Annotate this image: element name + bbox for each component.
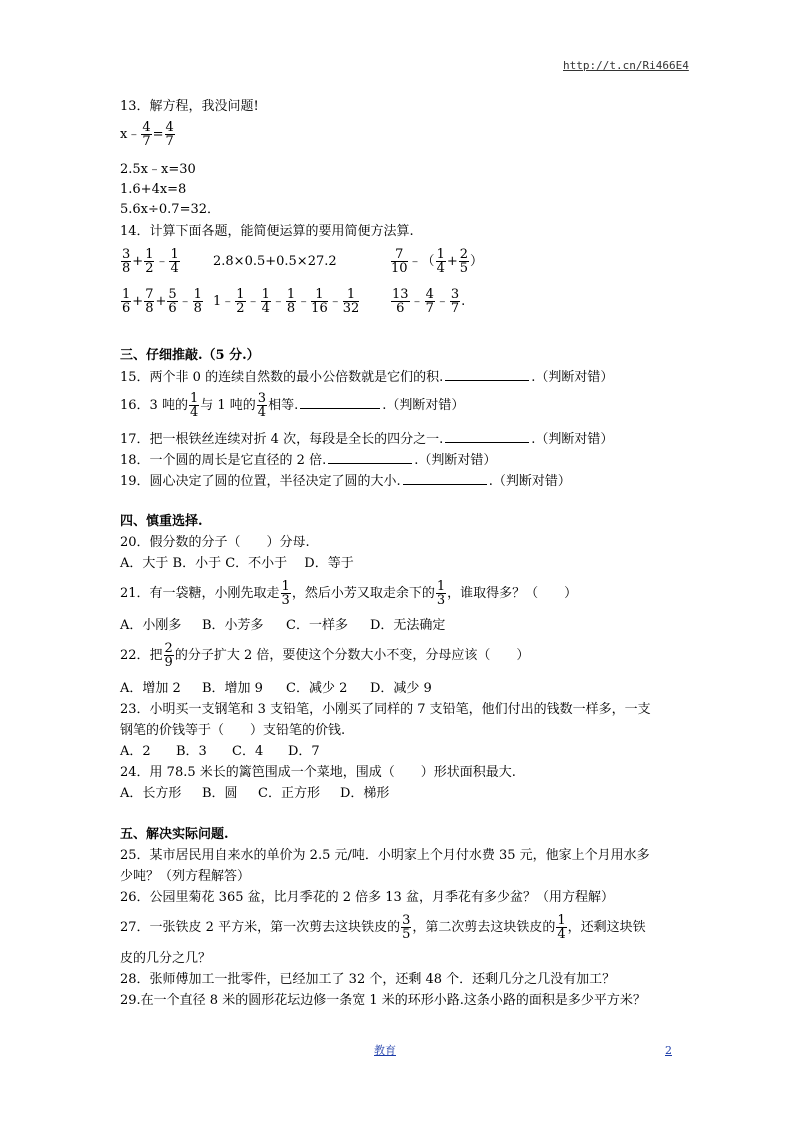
- option-b[interactable]: B．3: [176, 744, 207, 759]
- section-5-heading: 五、解决实际问题.: [120, 827, 229, 842]
- q14-expression-4: $\frac{1}{6}$ + $\frac{7}{8}$ + $\frac{5}{6}$ ﹣ $\frac{1}{8}$: [122, 287, 202, 316]
- option-c[interactable]: C．减少 2: [286, 681, 348, 696]
- header-url-link[interactable]: http://t.cn/Ri466E4: [563, 59, 689, 72]
- q22-options: [120, 681, 432, 697]
- q25-line-2: 少吨？（列方程解答）: [120, 869, 251, 884]
- q14-expression-1: $\frac{3}{8}$ + $\frac{1}{2}$ ﹣ $\frac{1}{4}$: [122, 247, 179, 276]
- q27-line-2: 皮的几分之几？: [120, 951, 212, 966]
- q15: 15．两个非 0 的连续自然数的最小公倍数就是它们的积. .（判断对错）: [120, 370, 614, 385]
- q13-equation-1: x﹣ $\frac{4}{7}$ = $\frac{4}{7}$: [120, 120, 174, 149]
- q14-expression-3: $\frac{7}{10}$ ﹣（ $\frac{1}{4}$ + $\frac{2}{5}$ ）: [391, 247, 484, 276]
- q27-line-1: 27．一张铁皮 2 平方米，第一次剪去这块铁皮的 $\frac{3}{5}$ ，第二次剪去这块铁皮的 $\frac{1}{4}$ ，还剩这块铁: [120, 913, 646, 942]
- option-b[interactable]: B．增加 9: [202, 681, 263, 696]
- answer-blank[interactable]: [445, 431, 529, 443]
- q21: 21．有一袋糖，小刚先取走 $\frac{1}{3}$ ，然后小芳又取走余下的 $\frac{1}{3}$ ，谁取得多？（ ）: [120, 579, 578, 608]
- q13-title: 13．解方程，我没问题!: [120, 99, 259, 114]
- option-a[interactable]: A．长方形: [120, 786, 182, 801]
- q22: 22．把 $\frac{2}{9}$ 的分子扩大 2 倍，要使这个分数大小不变，分母应该（ ）: [120, 641, 530, 670]
- answer-blank[interactable]: [300, 397, 380, 409]
- footer-link[interactable]: 教育: [374, 1044, 396, 1057]
- q13-eq1-pre: x﹣: [120, 127, 141, 142]
- answer-blank[interactable]: [445, 369, 529, 381]
- option-d[interactable]: D．减少 9: [370, 681, 432, 696]
- q25-line-1: 25．某市居民用自来水的单价为 2.5 元/吨．小明家上个月付水费 35 元，他家上个月用水多: [120, 848, 650, 863]
- option-c[interactable]: C．4: [232, 744, 264, 759]
- q24: 24．用 78.5 米长的篱笆围成一个菜地，围成（ ）形状面积最大.: [120, 765, 516, 780]
- q23-line-2: 钢笔的价钱等于（ ）支铅笔的价钱.: [120, 723, 346, 738]
- q16: 16．3 吨的 $\frac{1}{4}$ 与 1 吨的 $\frac{3}{4}$ 相等. .（判断对错）: [120, 391, 465, 420]
- q18: 18．一个圆的周长是它直径的 2 倍. .（判断对错）: [120, 453, 497, 468]
- q13-eq1-fraction-2: $\frac{4}{7}$: [165, 120, 174, 149]
- q13-equation-2: 2.5x﹣x=30: [120, 162, 196, 177]
- option-b[interactable]: B．小芳多: [202, 618, 264, 633]
- option-d[interactable]: D．梯形: [340, 786, 390, 801]
- q13-equation-3: 1.6+4x=8: [120, 182, 187, 197]
- q20: 20．假分数的分子（ ）分母.: [120, 535, 310, 550]
- option-c[interactable]: C．一样多: [286, 618, 348, 633]
- option-a[interactable]: A．小刚多: [120, 618, 182, 633]
- q23-line-1: 23．小明买一支钢笔和 3 支铅笔，小刚买了同样的 7 支铅笔，他们付出的钱数一样多，一支: [120, 702, 651, 717]
- q23-options: [120, 744, 320, 760]
- section-3-heading: 三、仔细推敲.（5 分.）: [120, 348, 260, 363]
- q26: 26．公园里菊花 365 盆，比月季花的 2 倍多 13 盆，月季花有多少盆？（用方程解）: [120, 890, 614, 905]
- q19: 19．圆心决定了圆的位置，半径决定了圆的大小. .（判断对错）: [120, 474, 571, 489]
- q14-expression-6: $\frac{13}{6}$ ﹣ $\frac{4}{7}$ ﹣ $\frac{3}{7}$ .: [392, 287, 466, 316]
- answer-blank[interactable]: [328, 452, 412, 464]
- q24-options: [120, 786, 389, 802]
- q17: 17．把一根铁丝连续对折 4 次，每段是全长的四分之一. .（判断对错）: [120, 432, 614, 447]
- q14-title: 14．计算下面各题，能简便运算的要用简便方法算.: [120, 224, 414, 239]
- answer-blank[interactable]: [403, 473, 487, 485]
- option-b[interactable]: B．圆: [202, 786, 238, 801]
- page-number: 2: [665, 1044, 672, 1057]
- option-d[interactable]: D．7: [288, 744, 320, 759]
- option-a[interactable]: A．增加 2: [120, 681, 181, 696]
- q21-options: [120, 618, 445, 634]
- q14-expression-5: 1﹣ $\frac{1}{2}$ ﹣ $\frac{1}{4}$ ﹣ $\frac{1}{8}$ ﹣ $\frac{1}{16}$ ﹣ $\frac{1}{32}$: [213, 287, 360, 316]
- q28: 28．张师傅加工一批零件，已经加工了 32 个，还剩 48 个．还剩几分之几没有加工？: [120, 972, 616, 987]
- option-a[interactable]: A．2: [120, 744, 151, 759]
- q13-eq1-fraction-1: $\frac{4}{7}$: [142, 120, 151, 149]
- option-d[interactable]: D．无法确定: [370, 618, 446, 633]
- q14-expression-2: 2.8×0.5+0.5×27.2: [213, 254, 337, 269]
- section-4-heading: 四、慎重选择.: [120, 514, 203, 529]
- q29: 29.在一个直径 8 米的圆形花坛边修一条宽 1 米的环形小路.这条小路的面积是多少平方米？: [120, 993, 646, 1008]
- q20-options: A．大于 B．小于 C．不小于 D．等于: [120, 556, 354, 571]
- q13-equation-4: 5.6x÷0.7=32．: [120, 202, 221, 217]
- option-c[interactable]: C．正方形: [258, 786, 320, 801]
